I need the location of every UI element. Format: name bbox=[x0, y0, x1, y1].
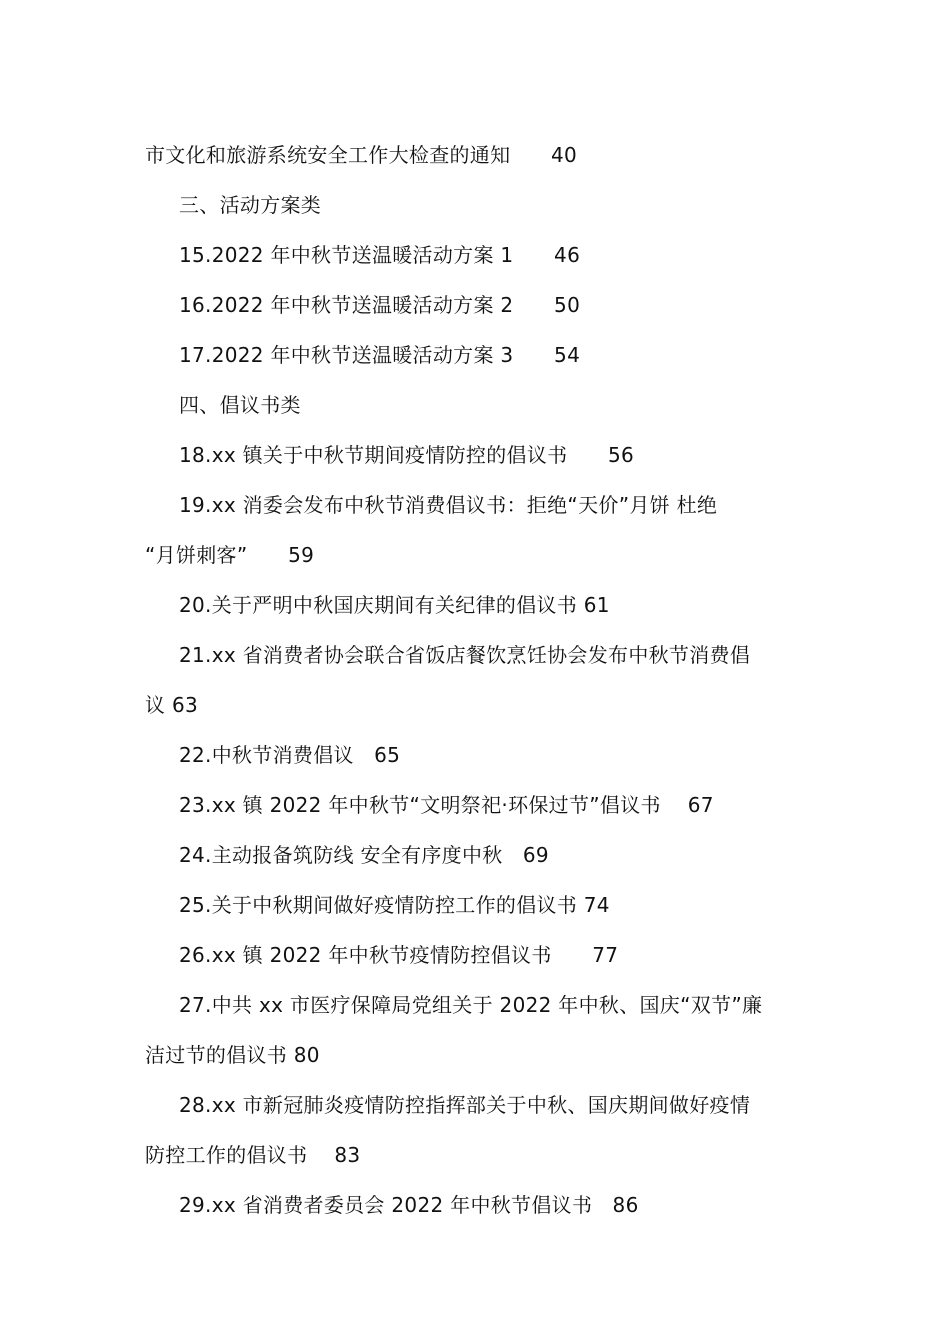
toc-entry-21-continuation: 议 63 bbox=[145, 693, 199, 717]
toc-entry-continuation: 市文化和旅游系统安全工作大检查的通知 40 bbox=[145, 143, 578, 167]
section-heading-activity-plans: 三、活动方案类 bbox=[179, 193, 322, 217]
toc-entry-21: 21.xx 省消费者协会联合省饭店餐饮烹饪协会发布中秋节消费倡 bbox=[179, 643, 751, 667]
toc-entry-27: 27.中共 xx 市医疗保障局党组关于 2022 年中秋、国庆“双节”廉 bbox=[179, 993, 763, 1017]
toc-entry-19: 19.xx 消委会发布中秋节消费倡议书：拒绝“天价”月饼 杜绝 bbox=[179, 493, 718, 517]
toc-entry-20: 20.关于严明中秋国庆期间有关纪律的倡议书 61 bbox=[179, 593, 610, 617]
toc-entry-28-continuation: 防控工作的倡议书 83 bbox=[145, 1143, 361, 1167]
toc-entry-25: 25.关于中秋期间做好疫情防控工作的倡议书 74 bbox=[179, 893, 610, 917]
toc-entry-22: 22.中秋节消费倡议 65 bbox=[179, 743, 401, 767]
toc-entry-19-continuation: “月饼刺客” 59 bbox=[145, 543, 315, 567]
toc-entry-27-continuation: 洁过节的倡议书 80 bbox=[145, 1043, 320, 1067]
toc-entry-15: 15.2022 年中秋节送温暖活动方案 1 46 bbox=[179, 243, 581, 267]
section-heading-proposals: 四、倡议书类 bbox=[179, 393, 301, 417]
toc-entry-29: 29.xx 省消费者委员会 2022 年中秋节倡议书 86 bbox=[179, 1193, 639, 1217]
toc-entry-28: 28.xx 市新冠肺炎疫情防控指挥部关于中秋、国庆期间做好疫情 bbox=[179, 1093, 751, 1117]
toc-entry-18: 18.xx 镇关于中秋节期间疫情防控的倡议书 56 bbox=[179, 443, 635, 467]
toc-entry-17: 17.2022 年中秋节送温暖活动方案 3 54 bbox=[179, 343, 581, 367]
toc-entry-24: 24.主动报备筑防线 安全有序度中秋 69 bbox=[179, 843, 549, 867]
toc-entry-23: 23.xx 镇 2022 年中秋节“文明祭祀·环保过节”倡议书 67 bbox=[179, 793, 714, 817]
toc-entry-16: 16.2022 年中秋节送温暖活动方案 2 50 bbox=[179, 293, 581, 317]
table-of-contents bbox=[145, 130, 810, 1230]
toc-entry-26: 26.xx 镇 2022 年中秋节疫情防控倡议书 77 bbox=[179, 943, 619, 967]
